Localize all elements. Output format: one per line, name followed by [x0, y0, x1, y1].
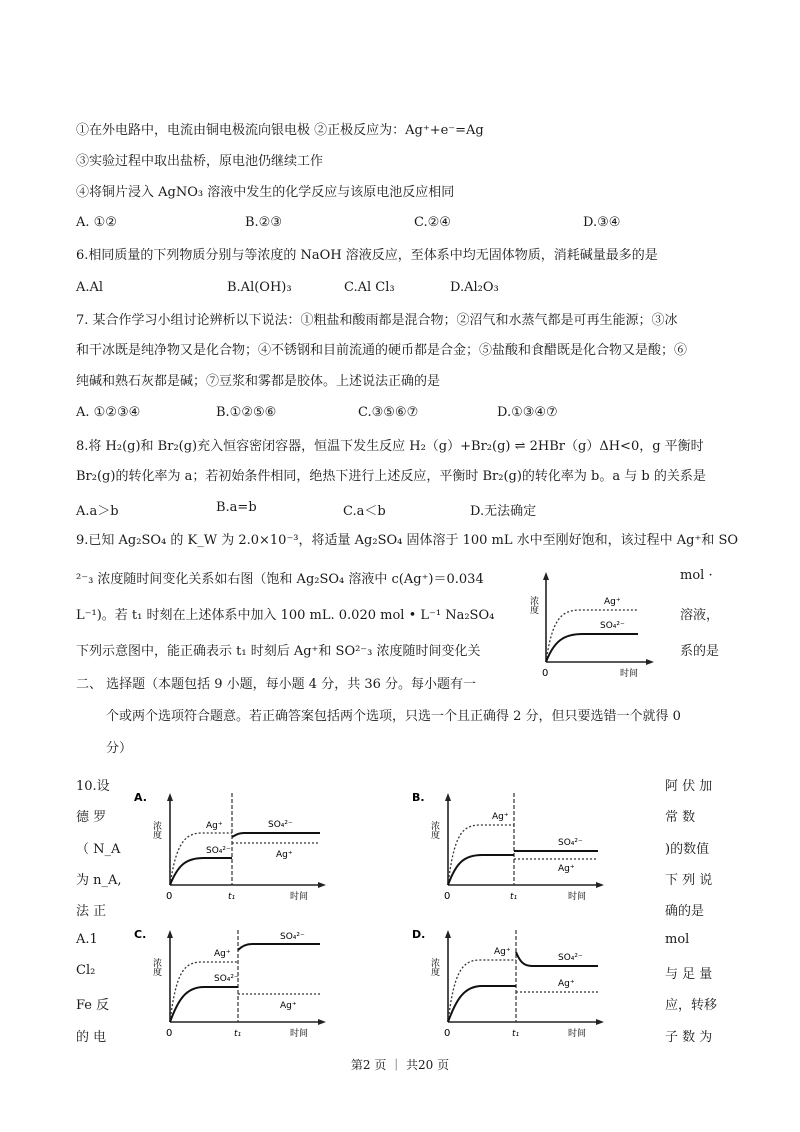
graph-b-so2: SO₄²⁻: [558, 838, 583, 848]
q9-line-2: ²⁻₃ 浓度随时间变化关系如右图（饱和 Ag₂SO₄ 溶液中 c(Ag⁺)＝0.034: [76, 572, 484, 587]
q10-right-2: 常 数: [665, 810, 696, 825]
q10-left-2: 德 罗: [76, 810, 107, 825]
q9-line-3-end: 溶液，: [680, 608, 720, 623]
q9-so4-curve: [546, 634, 638, 662]
q10-left-4: 为 n_A,: [76, 873, 122, 888]
q10-left-6: A.1: [76, 932, 98, 947]
graph-c-ag1: Ag⁺: [214, 949, 231, 959]
q10-left-1: 10.设: [76, 779, 110, 794]
option-d: D.③④: [583, 215, 621, 230]
q10-left-7: Cl₂: [76, 963, 96, 978]
graph-a-so2: SO₄²⁻: [268, 820, 293, 830]
graph-option-c: [130, 922, 330, 1042]
q9-ag-label: Ag⁺: [604, 597, 621, 607]
q9-line-4-end: 系的是: [680, 644, 720, 659]
section2-line-2: 个或两个选项符合题意。若正确答案包括两个选项，只选一个且正确得 2 分，但只要选错一个就得 0: [106, 709, 681, 724]
graph-d-xlabel: 时间: [568, 1029, 587, 1039]
graph-a-t1: t₁: [228, 892, 236, 902]
q10-right-4: 下 列 说: [665, 873, 713, 888]
option-b: B.②③: [245, 215, 282, 230]
graph-a-ag2: Ag⁺: [276, 850, 293, 860]
q10-right-1: 阿 伏 加: [665, 779, 713, 794]
graph-c-ylabel: 浓度: [151, 958, 161, 976]
graph-d-t1: t₁: [512, 1029, 520, 1039]
q8-option-c: C.a＜b: [343, 504, 386, 519]
graph-c-xlabel: 时间: [290, 1029, 309, 1039]
q7-option-b: B.①②⑤⑥: [216, 405, 277, 420]
q6-stem: 6.相同质量的下列物质分别与等浓度的 NaOH 溶液反应，至体系中均无固体物质，消耗碱量最多的是: [76, 248, 658, 263]
graph-a-ylabel: 浓度: [151, 821, 161, 839]
graph-b-ylabel: 浓度: [429, 821, 439, 839]
q10-right-6: mol: [665, 932, 690, 947]
q9-x-label: 时间: [620, 669, 639, 679]
q10-right-3: )的数值: [665, 842, 710, 857]
graph-c-ag2: Ag⁺: [280, 1001, 297, 1011]
statement-line-1: ①在外电路中，电流由铜电极流向银电极 ②正极反应为：Ag⁺+e⁻=Ag: [76, 123, 484, 138]
q7-option-d: D.①③④⑦: [497, 405, 558, 420]
graph-b-ag2: Ag⁺: [558, 864, 575, 874]
graph-b-xlabel: 时间: [568, 892, 587, 902]
graph-c-origin: 0: [166, 1028, 173, 1039]
q7-option-a: A. ①②③④: [76, 405, 141, 420]
q7-line-1: 7. 某合作学习小组讨论辨析以下说法：①粗盐和酸雨都是混合物；②沼气和水蒸气都是可再生能源；③冰: [76, 313, 678, 328]
q7-option-c: C.③⑤⑥⑦: [358, 405, 419, 420]
q6-option-b: B.Al(OH)₃: [227, 280, 292, 295]
q8-option-d: D.无法确定: [470, 504, 537, 519]
q7-line-3: 纯碱和熟石灰都是碱；⑦豆浆和雾都是胶体。上述说法正确的是: [76, 374, 441, 389]
q10-right-8: 应，转移: [665, 998, 718, 1013]
graph-a-ag1: Ag⁺: [206, 821, 223, 831]
q10-left-8: Fe 反: [76, 998, 110, 1013]
q8-line-2: Br₂(g)的转化率为 a；若初始条件相同，绝热下进行上述反应，平衡时 Br₂(g)的转化率为 b。a 与 b 的关系是: [76, 469, 706, 484]
q6-option-c: C.Al Cl₃: [344, 280, 395, 295]
q9-line-4: 下列示意图中，能正确表示 t₁ 时刻后 Ag⁺和 SO²⁻₃ 浓度随时间变化关: [76, 644, 481, 659]
graph-a-so1: SO₄²⁻: [206, 846, 231, 856]
q10-right-5: 确的是: [665, 904, 705, 919]
q9-line-2-end: mol ·: [680, 568, 713, 583]
graph-d-ylabel: 浓度: [429, 958, 439, 976]
graph-c-so2: SO₄²⁻: [280, 932, 305, 942]
graph-a-origin: 0: [166, 891, 173, 902]
q10-right-9: 子 数 为: [665, 1030, 713, 1045]
graph-d-origin: 0: [444, 1028, 451, 1039]
q8-line-1: 8.将 H₂(g)和 Br₂(g)充入恒容密闭容器，恒温下发生反应 H₂（g）+Br₂(g) ⇌ 2HBr（g）ΔH<0，g 平衡时: [76, 439, 704, 454]
option-c: C.②④: [414, 215, 451, 230]
graph-b-origin: 0: [444, 891, 451, 902]
graph-a-xlabel: 时间: [290, 892, 309, 902]
graph-d-so2: SO₄²⁻: [558, 953, 583, 963]
q10-right-7: 与 足 量: [665, 967, 713, 982]
graph-option-d: [408, 922, 608, 1042]
q10-left-5: 法 正: [76, 904, 107, 919]
q6-option-d: D.Al₂O₃: [450, 280, 499, 295]
graph-c-so1: SO₄²⁻: [214, 974, 239, 984]
q10-left-3: （ N_A: [76, 842, 121, 857]
statement-line-3: ④将铜片浸入 AgNO₃ 溶液中发生的化学反应与该原电池反应相同: [76, 185, 455, 200]
statement-line-2: ③实验过程中取出盐桥，原电池仍继续工作: [76, 154, 324, 169]
option-a: A. ①②: [76, 215, 117, 230]
q8-option-a: A.a＞b: [76, 504, 119, 519]
graph-d-ag2: Ag⁺: [558, 979, 575, 989]
q9-line-3: L⁻¹)。若 t₁ 时刻在上述体系中加入 100 mL. 0.020 mol • L⁻¹ Na₂SO₄: [76, 608, 495, 623]
q10-left-9: 的 电: [76, 1030, 107, 1045]
q9-concentration-graph: [530, 566, 660, 680]
section2-line-3: 分）: [106, 741, 133, 756]
graph-b-ag1: Ag⁺: [492, 812, 509, 822]
q9-y-label: 浓度: [528, 596, 538, 614]
page-footer: 第2 页 ｜ 共20 页: [350, 1058, 450, 1072]
q9-so4-label: SO₄²⁻: [600, 621, 625, 631]
graph-b-letter: B.: [412, 791, 425, 804]
q9-line-1: 9.已知 Ag₂SO₄ 的 K_W 为 2.0×10⁻³，将适量 Ag₂SO₄ 固体溶于 100 mL 水中至刚好饱和，该过程中 Ag⁺和 SO: [76, 533, 739, 548]
q9-ag-curve: [546, 610, 638, 662]
graph-c-letter: C.: [134, 928, 147, 941]
graph-option-a: [130, 785, 330, 905]
graph-d-letter: D.: [412, 928, 426, 941]
section2-heading: 二、 选择题（本题包括 9 小题，每小题 4 分，共 36 分。每小题有一: [76, 677, 477, 692]
graph-option-b: [408, 785, 608, 905]
q9-origin: 0: [542, 668, 549, 679]
q8-option-b: B.a=b: [216, 500, 257, 515]
graph-a-letter: A.: [134, 791, 147, 804]
graph-c-t1: t₁: [234, 1029, 242, 1039]
q7-line-2: 和干冰既是纯净物又是化合物；④不锈钢和目前流通的硬币都是合金；⑤盐酸和食醋既是化合物又是酸；⑥: [76, 343, 688, 358]
q6-option-a: A.Al: [76, 280, 104, 295]
graph-d-ag1: Ag⁺: [494, 947, 511, 957]
graph-b-t1: t₁: [510, 892, 518, 902]
